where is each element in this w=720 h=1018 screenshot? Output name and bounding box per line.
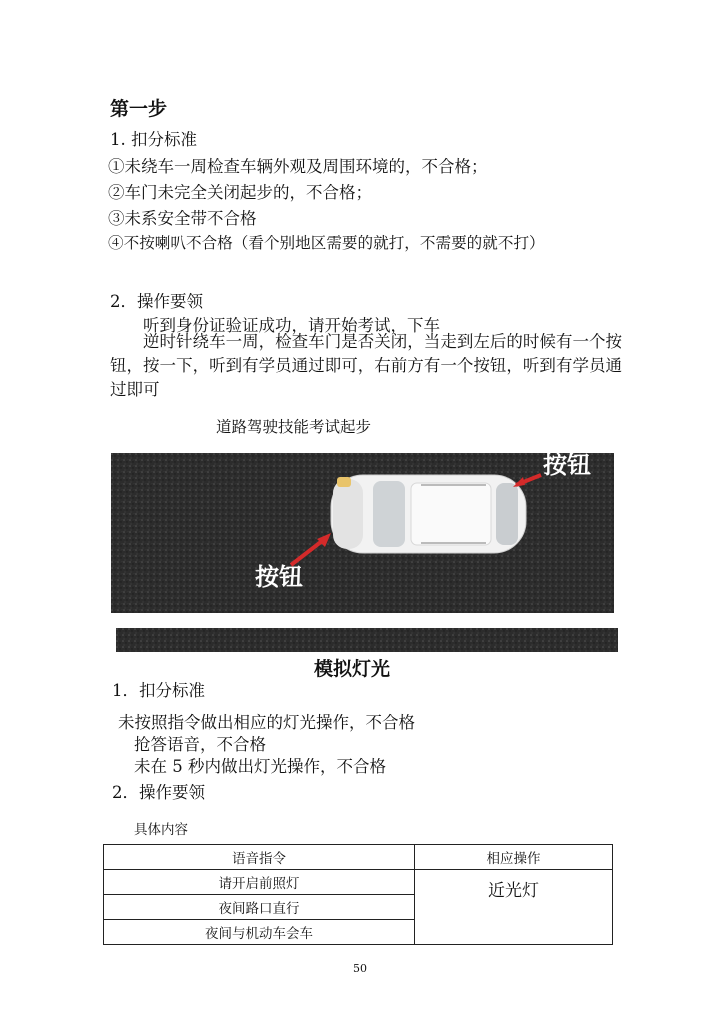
section1-ops-para1: 听到身份证验证成功，请开始考试，下车 xyxy=(143,316,440,335)
table-header-command: 语音指令 xyxy=(104,845,415,870)
table-row-command: 夜间与机动车会车 xyxy=(104,920,415,945)
section1-deduction-heading: 1. 扣分标准 xyxy=(110,130,197,149)
section1-ops-para2: 逆时针绕车一周，检查车门是否关闭，当走到左后的时候有一个按钮，按一下，听到有学员通过即可，右前方有一个按钮，听到有学员通过即可 xyxy=(110,332,622,399)
section1-item-3: ③未系安全带不合格 xyxy=(108,209,257,228)
asphalt-strip xyxy=(116,628,618,652)
section2-deduction-heading: 1．扣分标准 xyxy=(112,681,205,700)
button-label-rear: 按钮 xyxy=(543,453,591,479)
section2-item-3: 未在 5 秒内做出灯光操作，不合格 xyxy=(134,757,386,776)
section1-ops-heading: 2．操作要领 xyxy=(110,292,203,311)
figure-caption: 道路驾驶技能考试起步 xyxy=(216,418,372,436)
light-command-table xyxy=(103,844,613,945)
section2-item-2: 抢答语音，不合格 xyxy=(134,735,266,754)
car-start-illustration xyxy=(111,453,614,613)
section1-item-1: ①未绕车一周检查车辆外观及周围环境的，不合格； xyxy=(108,157,488,176)
section2-title: 模拟灯光 xyxy=(314,658,391,680)
car-top-view xyxy=(331,475,526,553)
table-cell-operation: 近光灯 xyxy=(415,870,613,945)
section1-title: 第一步 xyxy=(110,98,168,120)
section2-item-1: 未按照指令做出相应的灯光操作，不合格 xyxy=(118,713,415,732)
section2-ops-heading: 2．操作要领 xyxy=(112,783,205,802)
page-number: 50 xyxy=(353,962,367,975)
detail-label: 具体内容 xyxy=(134,822,188,838)
button-label-front: 按钮 xyxy=(255,563,303,591)
table-row-command: 夜间路口直行 xyxy=(104,895,415,920)
table-header-operation: 相应操作 xyxy=(415,845,613,870)
table-row-command: 请开启前照灯 xyxy=(104,870,415,895)
section1-item-4: ④不按喇叭不合格（看个别地区需要的就打，不需要的就不打） xyxy=(108,234,545,252)
section1-item-2: ②车门未完全关闭起步的，不合格； xyxy=(108,183,372,202)
